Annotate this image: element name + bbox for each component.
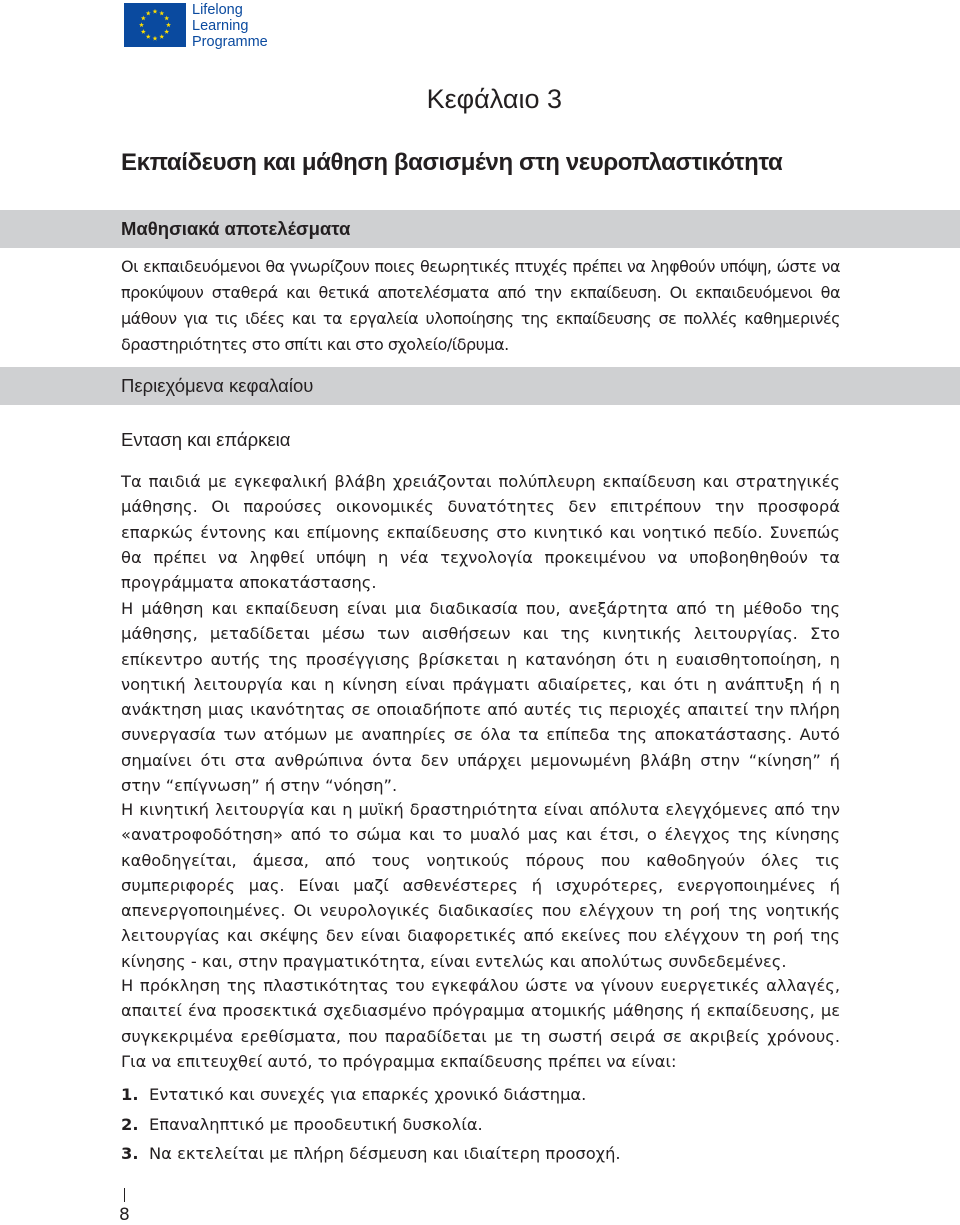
list-item-number: 2.	[121, 1114, 139, 1134]
chapter-contents-heading: Περιεχόμενα κεφαλαίου	[121, 375, 314, 396]
list-item-text: Να εκτελείται με πλήρη δέσμευση και ιδιαίτερη προσοχή.	[149, 1144, 621, 1163]
list-item-number: 3.	[121, 1144, 139, 1163]
requirements-list	[121, 1082, 840, 1171]
list-item	[121, 1082, 840, 1108]
chapter-contents-band	[0, 367, 960, 405]
footer-rule	[124, 1188, 125, 1202]
learning-outcomes-text: Οι εκπαιδευόμενοι θα γνωρίζουν ποιες θεωρητικές πτυχές πρέπει να ληφθούν υπόψη, ώστε να προκύψουν σταθερά και θετικά αποτελέσματα από την εκπαίδευση. Οι εκπαιδευόμενοι θα μάθουν για τις ιδέες και τα εργαλεία υλοποίησης της εκπαίδευσης σε πολλές καθημερινές δραστηριότητες στο σπίτι και στο σχολείο/ίδρυμα.	[121, 257, 840, 354]
page-number: 8	[119, 1205, 130, 1225]
logo-line-2: Learning	[192, 18, 249, 34]
eu-flag-icon	[124, 3, 186, 47]
body-paragraph: Η πρόκληση της πλαστικότητας του εγκεφάλου ώστε να γίνουν ευεργετικές αλλαγές, απαιτεί ένα προσεκτικά σχεδιασμένο πρόγραμμα ατομικής μάθησης ή εκπαίδευσης, με συγκεκριμένα ερεθίσματα, που παραδίδεται με τη σωστή σειρά σε ακριβείς χρόνους. Για να επιτευχθεί αυτό, το πρόγραμμα εκπαίδευσης πρέπει να είναι:	[121, 976, 840, 1071]
learning-outcomes-band	[0, 210, 960, 248]
list-item-text: Εντατικό και συνεχές για επαρκές χρονικό διάστημα.	[149, 1085, 587, 1104]
section-subheading: Ενταση και επάρκεια	[121, 429, 291, 450]
body-paragraph: Η μάθηση και εκπαίδευση είναι μια διαδικασία που, ανεξάρτητα από τη μέθοδο της μάθησης, μεταδίδεται μέσω των αισθήσεων και της κινητικής λειτουργίας. Στο επίκεντρο αυτής της προσέγγισης βρίσκεται η κατανόηση ότι η ευαισθητοποίηση, η νοητική λειτουργία και η κίνηση είναι πράγματι αδιαίρετες, και ότι η ανάπτυξη ή η ανάκτηση μιας ικανότητας σε οποιαδήποτε από αυτές τις περιοχές απαιτεί την πλήρη συνεργασία των ατόμων με αναπηρίες σε όλα τα επίπεδα της αποκατάστασης. Αυτό σημαίνει ότι στα ανθρώπινα όντα δεν υπάρχει μεμονωμένη βλάβη στην “κίνηση” ή στην “επίγνωση” ή στην “νόηση”.	[121, 599, 840, 796]
list-item-number: 1.	[121, 1085, 139, 1104]
body-paragraph: Τα παιδιά με εγκεφαλική βλάβη χρειάζονται πολύπλευρη εκπαίδευση και στρατηγικές μάθησης. Οι παρούσες οικονομικές δυνατότητες δεν επιτρέπουν την προσφορά επαρκώς έντονης και επίμονης εκπαίδευσης στο κινητικό και νοητικό πεδίο. Συνεπώς θα πρέπει να ληφθεί υπόψη η νέα τεχνολογία προκειμένου να υποβοηθηθούν τα προγράμματα αποκατάστασης.	[121, 472, 840, 593]
logo-line-1: Lifelong	[192, 2, 243, 18]
chapter-title: Εκπαίδευση και μάθηση βασισμένη στη νευροπλαστικότητα	[121, 149, 783, 176]
list-item	[121, 1141, 840, 1167]
logo-wordmark	[192, 2, 268, 50]
chapter-number: Κεφάλαιο 3	[426, 84, 562, 114]
list-item-text: Επαναληπτικό με προοδευτική δυσκολία.	[149, 1114, 483, 1134]
learning-outcomes-heading: Μαθησιακά αποτελέσματα	[121, 218, 351, 239]
list-item	[121, 1112, 840, 1138]
lifelong-learning-logo	[124, 3, 284, 49]
logo-line-3: Programme	[192, 34, 268, 50]
body-paragraph: Η κινητική λειτουργία και η μυϊκή δραστηριότητα είναι απόλυτα ελεγχόμενες από την «ανατροφοδότηση» από το σώμα και το μυαλό μας και έτσι, ο έλεγχος της κίνησης καθοδηγείται, άμεσα, από τους νοητικούς πόρους που καθοδηγούν όλες τις συμπεριφορές μας. Είναι μαζί ασθενέστερες ή ισχυρότερες, ενεργοποιημένες ή απενεργοποιημένες. Οι νευρολογικές διαδικασίες που ελέγχουν τη ροή της νοητικής λειτουργίας και σκέψης δεν είναι διαφορετικές από εκείνες που ελέγχουν τη ροή της κίνησης - και, στην πραγματικότητα, είναι εντελώς και απολύτως συνδεδεμένες.	[121, 800, 840, 971]
